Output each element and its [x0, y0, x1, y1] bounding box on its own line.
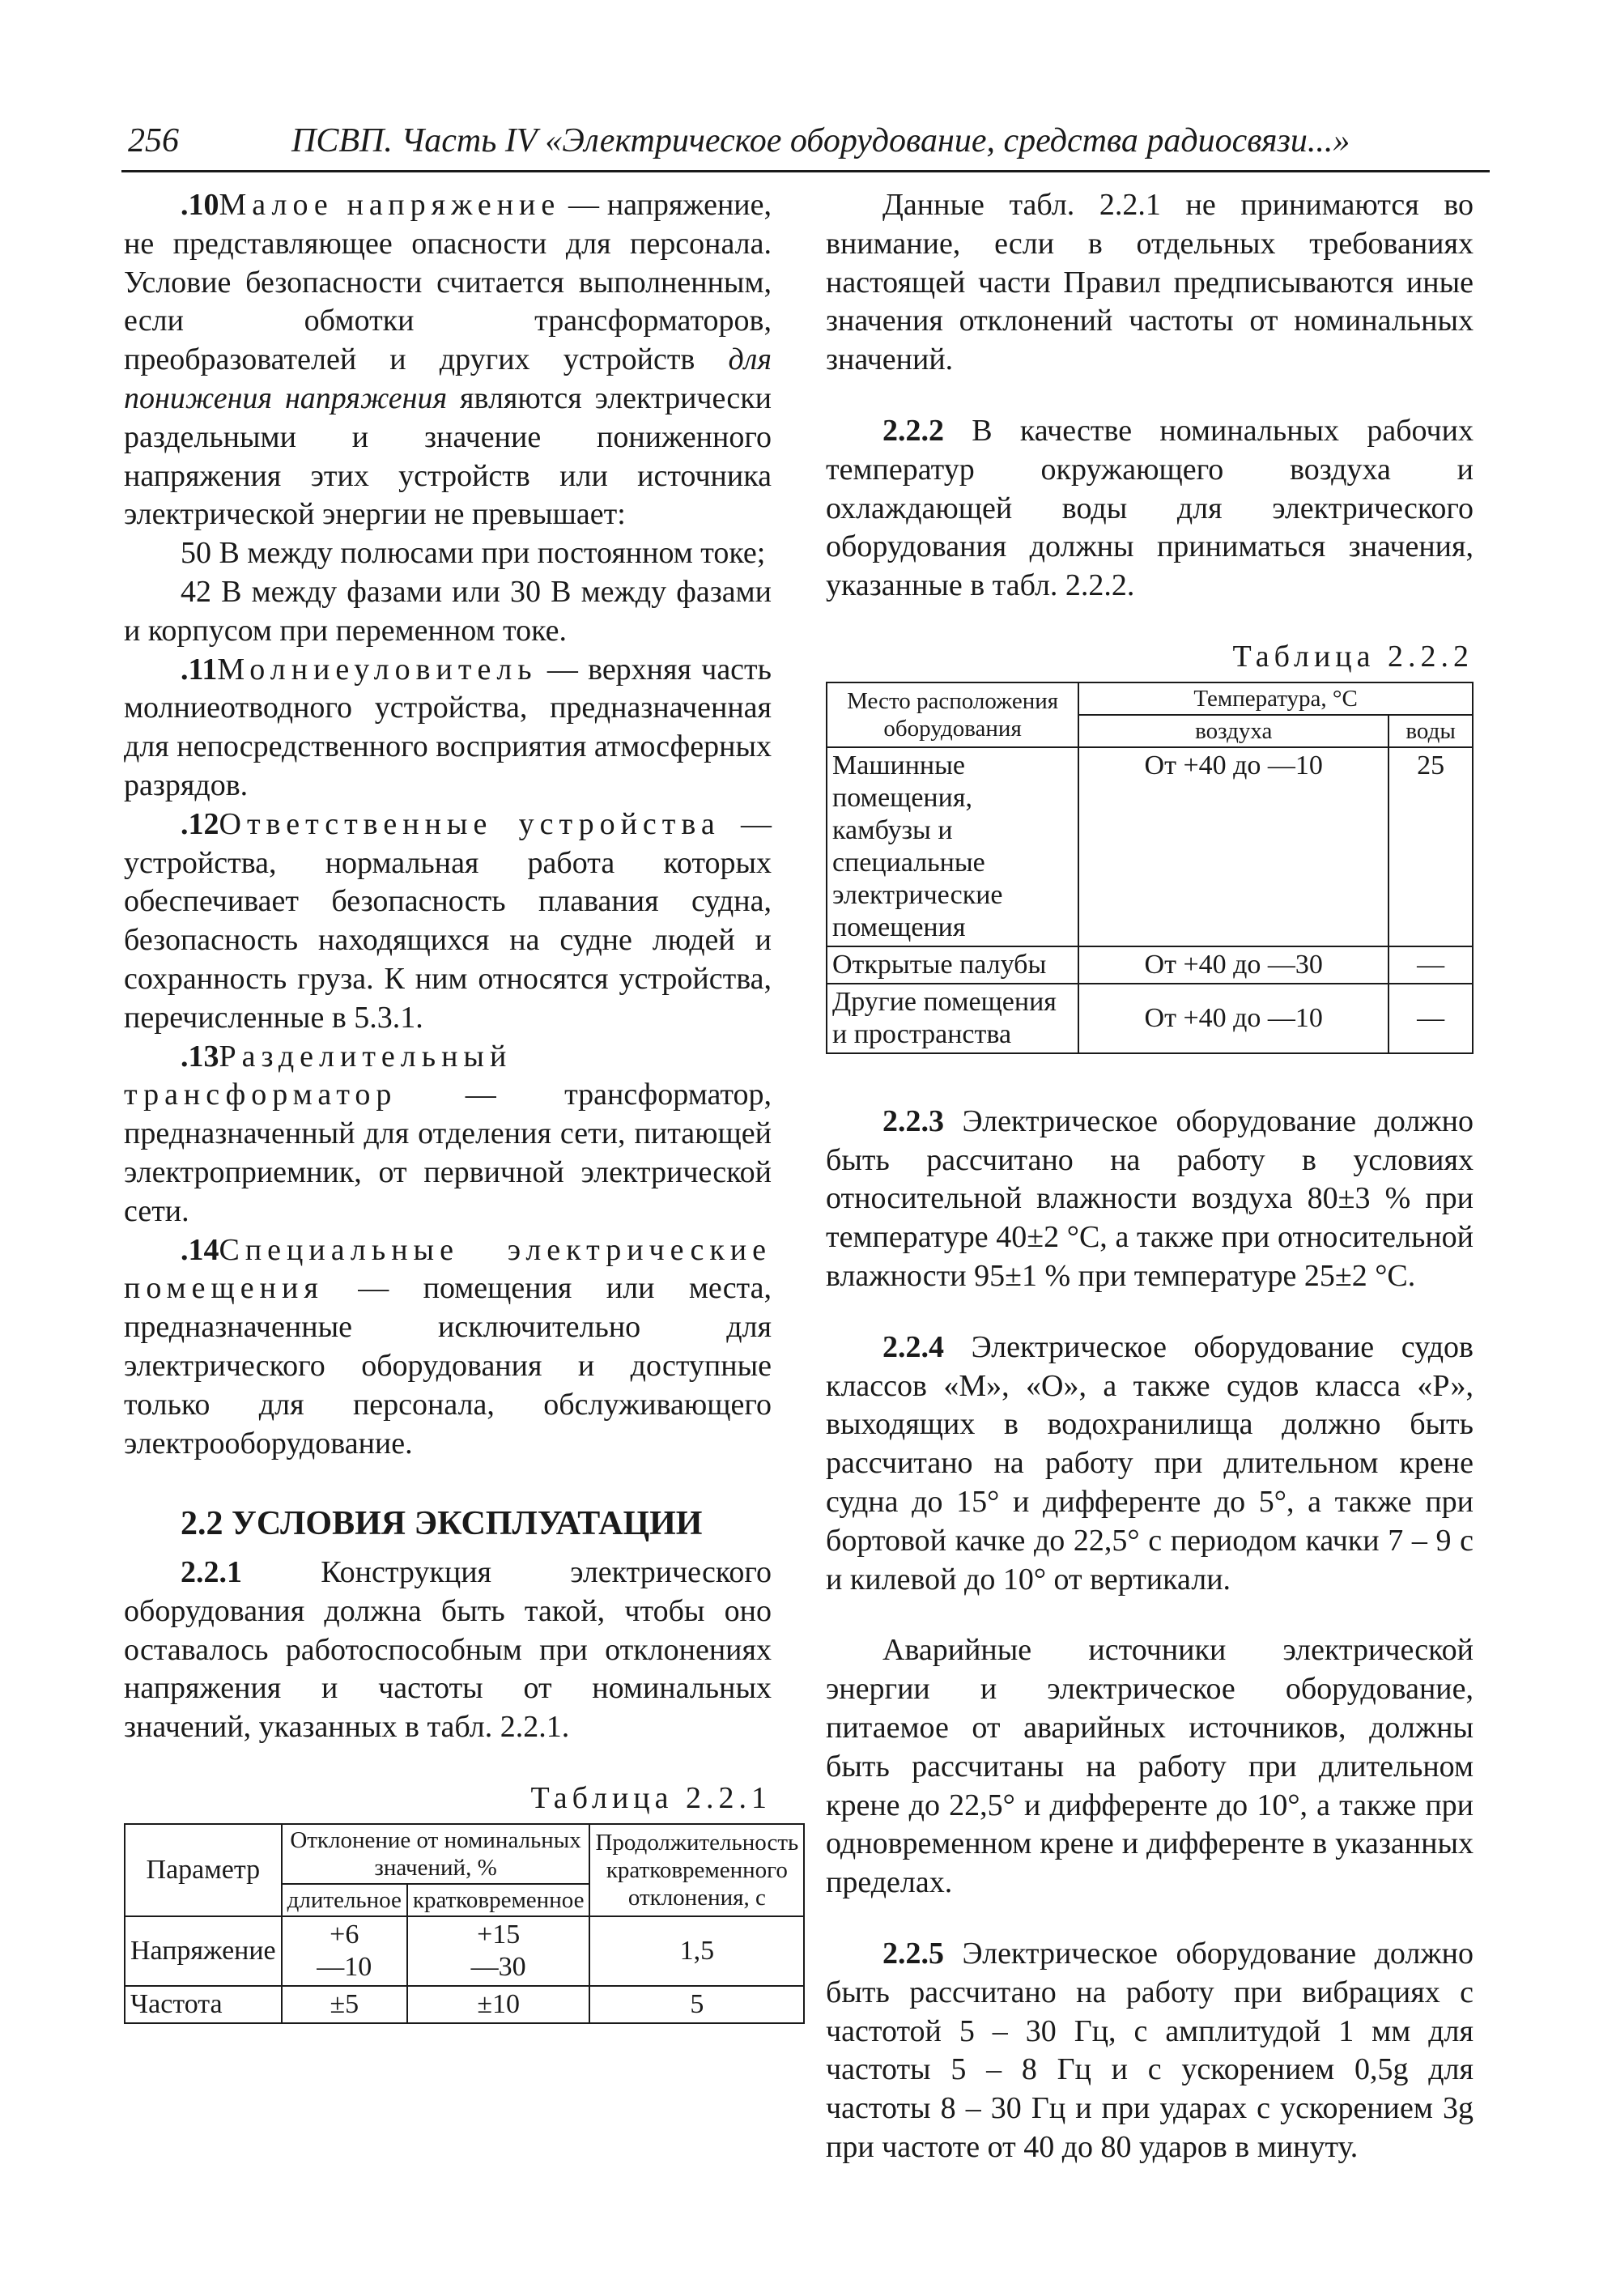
- term-low-voltage: Малое напряжение: [219, 188, 561, 222]
- table-row: [827, 946, 1473, 984]
- header-short: кратковременное: [407, 1884, 590, 1916]
- cell-water: —: [1388, 946, 1473, 984]
- emergency-sources-paragraph: Аварийные источники электрической энергии и электрическое оборудование, питаемое от аварийных источников, должны быть рассчитаны на работу при длительном крене до 22,5° и дифференте до 10°, а также при одновременном крене и дифференте в указанных пределах.: [826, 1633, 1474, 1900]
- cell-duration: 5: [589, 1986, 804, 2023]
- cell-long: ±5: [282, 1986, 407, 2023]
- table-caption-2-2-1: Таблица 2.2.1: [530, 1781, 772, 1816]
- header-temperature: Температура, °С: [1078, 682, 1473, 715]
- clause-2-2-2: 2.2.2 В качестве номинальных рабочих температур окружающего воздуха и охлаждающей воды для электрического оборудования должны приниматься значения, указанные в табл. 2.2.2.: [826, 413, 1474, 603]
- table-row: [827, 747, 1473, 946]
- term-essential-devices: Ответственные устройства: [219, 806, 721, 841]
- cell-duration: 1,5: [589, 1916, 804, 1986]
- cell-param: Частота: [125, 1986, 282, 2023]
- table-caption-2-2-2: Таблица 2.2.2: [1232, 639, 1474, 674]
- cell-water: —: [1388, 984, 1473, 1053]
- definition-10-ac: 42 В между фазами или 30 В между фазами и корпусом при переменном токе.: [124, 574, 772, 648]
- page-number: 256: [128, 122, 179, 159]
- header-parameter: Параметр: [125, 1824, 282, 1916]
- definition-11: .11Молниеуловитель — верхняя часть молниеотводного устройства, предназначенная для непосредственного восприятия атмосферных разрядов.: [124, 652, 772, 802]
- table-row: [125, 1916, 804, 1986]
- clause-2-2-1: 2.2.1 Конструкция электрического оборудования должна быть такой, чтобы оно оставалось работоспособным при отклонениях напряжения и частоты от номинальных значений, указанных в табл. 2.2.1.: [124, 1555, 772, 1745]
- table-2-2-1: [124, 1823, 805, 2024]
- definition-10: .10Малое напряжение — напряжение, не представляющее опасности для персонала. Условие безопасности считается выполненным, если обмотки трансформаторов, преобразователей и других устройств для понижения напряжения являются электрически раздельными и значение пониженного напряжения этих устройств или источника электрической энергии не превышает:: [124, 188, 772, 532]
- header-deviation: Отклонение от номинальных значений, %: [282, 1824, 590, 1884]
- clause-2-2-4: 2.2.4 Электрическое оборудование судов классов «М», «О», а также судов класса «Р», выходящих в водохранилища должно быть рассчитано на работу при длительном крене судна до 15° и дифференте до 5°, а также при бортовой качке до 22,5° с периодом качки 7 – 9 с и килевой до 10° от вертикали.: [826, 1329, 1474, 1597]
- definition-12: .12Ответственные устройства — устройства, нормальная работа которых обеспечивает безопасность плавания судна, безопасность находящихся на судне людей и сохранность груза. К ним относятся устройства, перечисленные в 5.3.1.: [124, 806, 772, 1035]
- definition-13: .13Разделительный трансформатор — трансформатор, предназначенный для отделения сети, питающей электроприемник, от первичной электрической сети.: [124, 1039, 772, 1228]
- term-lightning-rod: Молниеуловитель: [217, 652, 538, 687]
- cell-place: Другие помещения и пространства: [827, 984, 1078, 1053]
- table-row: [125, 1986, 804, 2023]
- cell-air: От +40 до —30: [1078, 946, 1388, 984]
- header-title: ПСВП. Часть IV «Электрическое оборудование, средства радиосвязи...»: [291, 122, 1350, 159]
- left-column: [124, 186, 799, 2024]
- table-note: Данные табл. 2.2.1 не принимаются во внимание, если в отдельных требованиях настоящей части Правил предписываются иные значения отклонений частоты от номинальных значений.: [826, 188, 1474, 377]
- header-place: Место расположения оборудования: [827, 682, 1078, 747]
- cell-long: +6 —10: [282, 1916, 407, 1986]
- header-long: длительное: [282, 1884, 407, 1916]
- header-duration: Продолжительность кратковременного отклонения, с: [589, 1824, 804, 1916]
- cell-water: 25: [1388, 747, 1473, 946]
- section-title: 2.2 УСЛОВИЯ ЭКСПЛУАТАЦИИ: [181, 1505, 703, 1543]
- cell-air: От +40 до —10: [1078, 747, 1388, 946]
- running-header: [121, 121, 1490, 172]
- cell-param: Напряжение: [125, 1916, 282, 1986]
- header-air: воздуха: [1078, 715, 1388, 747]
- header-water: воды: [1388, 715, 1473, 747]
- clause-2-2-3: 2.2.3 Электрическое оборудование должно быть рассчитано на работу в условиях относительной влажности воздуха 80±3 % при температуре 40±2 °С, а также при относительной влажности 95±1 % при температуре 25±2 °С.: [826, 1103, 1474, 1293]
- cell-place: Машинные помещения, камбузы и специальные электрические помещения: [827, 747, 1078, 946]
- definition-10-dc: 50 В между полюсами при постоянном токе;: [181, 536, 766, 571]
- cell-short: ±10: [407, 1986, 590, 2023]
- definition-14: .14Специальные электрические помещения — помещения или места, предназначенные исключительно для электрического оборудования и доступные только для персонала, обслуживающего электрооборудование.: [124, 1232, 772, 1461]
- cell-short: +15 —30: [407, 1916, 590, 1986]
- clause-2-2-5: 2.2.5 Электрическое оборудование должно быть рассчитано на работу при вибрациях с частотой 5 – 30 Гц, с амплитудой 1 мм для частоты 5 – 8 Гц и с ускорением 0,5g для частоты 8 – 30 Гц и при ударах с ускорением 3g при частоте от 40 до 80 ударов в минуту.: [826, 1936, 1474, 2164]
- cell-air: От +40 до —10: [1078, 984, 1388, 1053]
- term-isolating-transformer: Разделительный трансформатор: [124, 1039, 512, 1112]
- right-column: [826, 186, 1474, 2167]
- table-2-2-2: [826, 682, 1474, 1054]
- term-special-electrical-spaces: Специальные электрические помещения: [124, 1232, 772, 1306]
- table-row: [827, 984, 1473, 1053]
- cell-place: Открытые палубы: [827, 946, 1078, 984]
